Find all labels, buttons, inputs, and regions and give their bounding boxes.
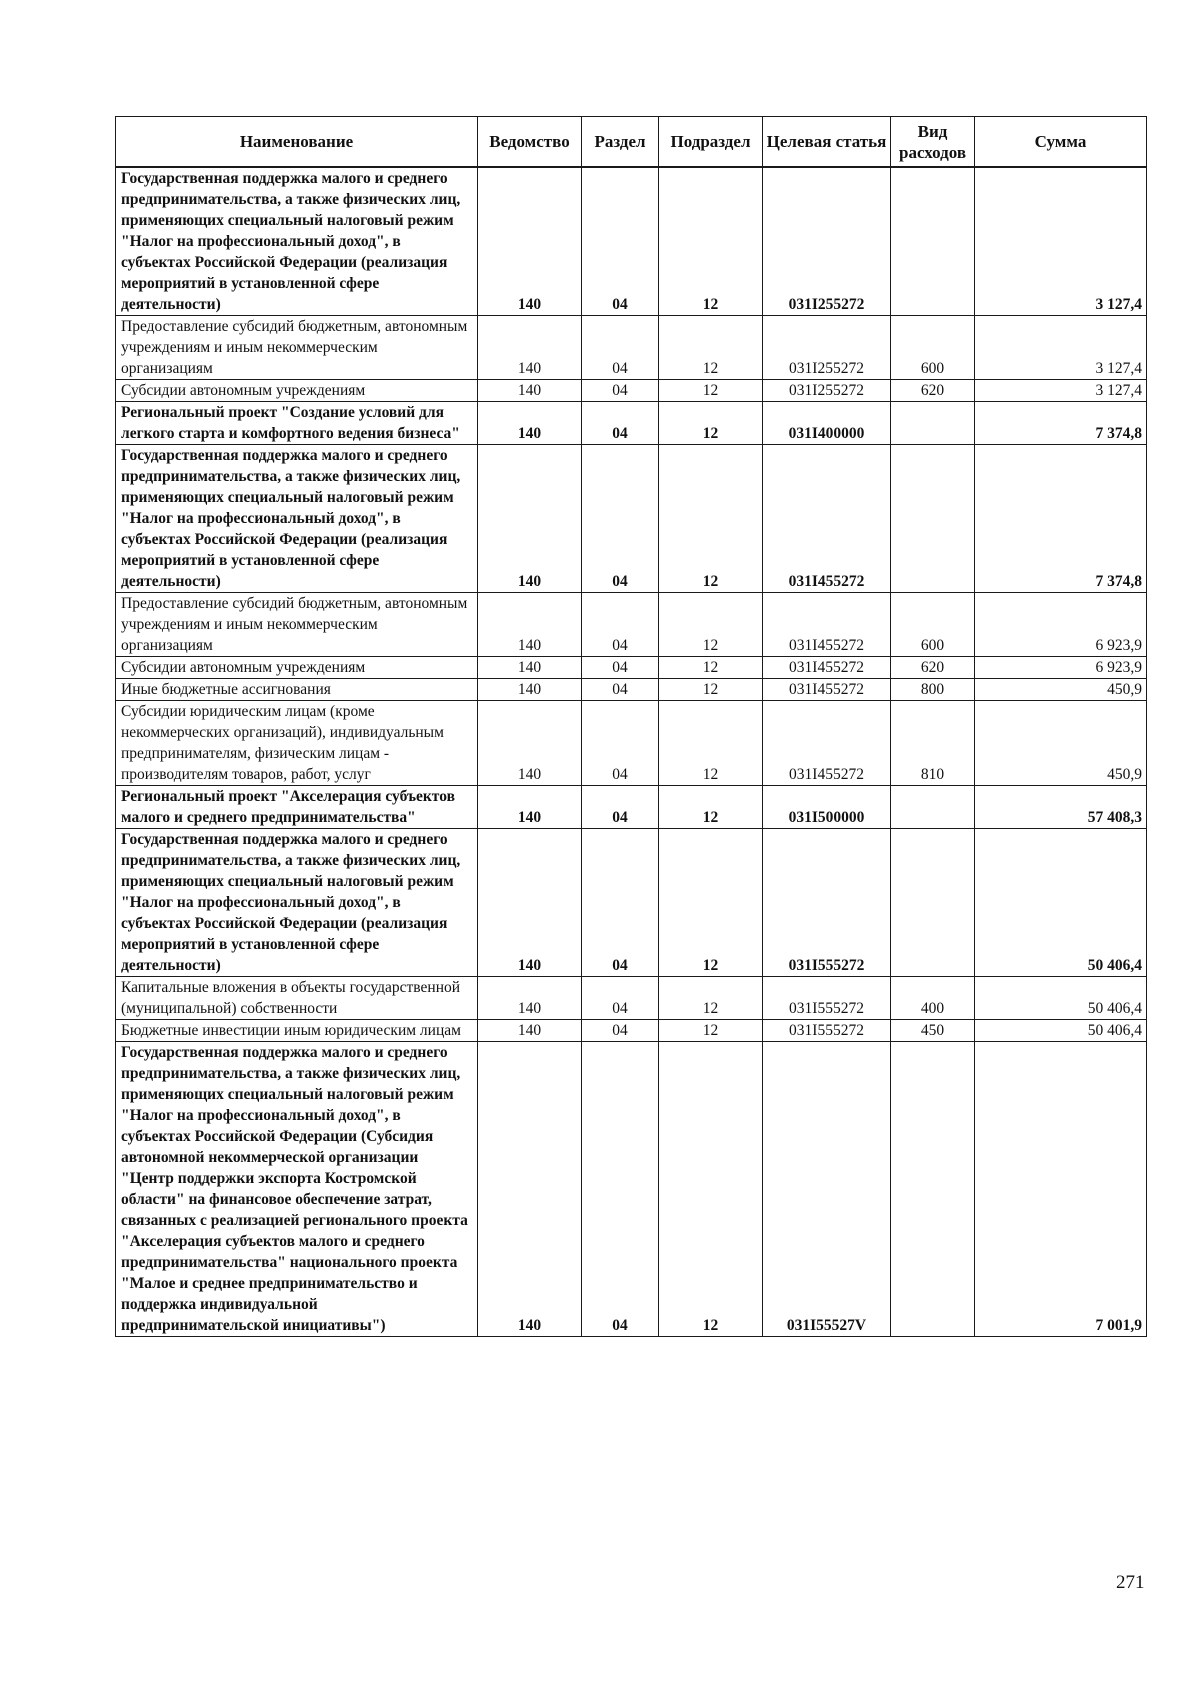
cell-section: 04 (582, 593, 659, 657)
cell-section: 04 (582, 657, 659, 679)
cell-department: 140 (478, 1020, 582, 1042)
cell-section: 04 (582, 445, 659, 593)
cell-expense-type: 400 (891, 977, 975, 1020)
table-row (116, 445, 1147, 593)
cell-amount: 3 127,4 (975, 380, 1147, 402)
cell-target-article: 031I555272 (763, 1020, 891, 1042)
cell-name: Капитальные вложения в объекты государственной (муниципальной) собственности (116, 977, 478, 1020)
cell-name: Государственная поддержка малого и среднего предпринимательства, а также физических лиц, применяющих специальный налоговый режим "Налог на профессиональный доход", в субъектах Российской Федерации (Субсидия автономной некоммерческой организации "Центр поддержки экспорта Костромской области" на финансовое обеспечение затрат, связанных с реализацией регионального проекта "Акселерация субъектов малого и среднего предпринимательства" национального проекта "Малое и среднее предпринимательство и поддержка индивидуальной предпринимательской инициативы") (116, 1042, 478, 1337)
header-amount: Сумма (975, 117, 1147, 168)
header-name: Наименование (116, 117, 478, 168)
cell-name: Субсидии юридическим лицам (кроме некоммерческих организаций), индивидуальным предпринимателям, физическим лицам - производителям товаров, работ, услуг (116, 701, 478, 786)
cell-section: 04 (582, 679, 659, 701)
cell-section: 04 (582, 977, 659, 1020)
cell-department: 140 (478, 829, 582, 977)
cell-amount: 3 127,4 (975, 167, 1147, 316)
cell-amount: 7 374,8 (975, 402, 1147, 445)
cell-subsection: 12 (659, 977, 763, 1020)
cell-amount: 450,9 (975, 701, 1147, 786)
cell-department: 140 (478, 593, 582, 657)
cell-section: 04 (582, 402, 659, 445)
cell-section: 04 (582, 1020, 659, 1042)
cell-expense-type (891, 167, 975, 316)
cell-target-article: 031I400000 (763, 402, 891, 445)
cell-expense-type (891, 1042, 975, 1337)
table-row (116, 1020, 1147, 1042)
cell-section: 04 (582, 829, 659, 977)
header-target-article: Целевая статья (763, 117, 891, 168)
cell-expense-type: 800 (891, 679, 975, 701)
cell-name: Субсидии автономным учреждениям (116, 380, 478, 402)
table-row (116, 829, 1147, 977)
cell-department: 140 (478, 380, 582, 402)
cell-section: 04 (582, 1042, 659, 1337)
table-row (116, 316, 1147, 380)
cell-target-article: 031I455272 (763, 445, 891, 593)
header-expense-type: Вид расходов (891, 117, 975, 168)
cell-target-article: 031I255272 (763, 167, 891, 316)
cell-department: 140 (478, 657, 582, 679)
cell-section: 04 (582, 316, 659, 380)
cell-expense-type (891, 829, 975, 977)
cell-section: 04 (582, 167, 659, 316)
table-row (116, 786, 1147, 829)
cell-name: Бюджетные инвестиции иным юридическим лицам (116, 1020, 478, 1042)
cell-target-article: 031I555272 (763, 977, 891, 1020)
cell-expense-type (891, 445, 975, 593)
cell-subsection: 12 (659, 829, 763, 977)
cell-target-article: 031I455272 (763, 679, 891, 701)
cell-subsection: 12 (659, 402, 763, 445)
cell-name: Предоставление субсидий бюджетным, автономным учреждениям и иным некоммерческим организациям (116, 316, 478, 380)
cell-amount: 50 406,4 (975, 1020, 1147, 1042)
cell-name: Субсидии автономным учреждениям (116, 657, 478, 679)
cell-name: Государственная поддержка малого и среднего предпринимательства, а также физических лиц, применяющих специальный налоговый режим "Налог на профессиональный доход", в субъектах Российской Федерации (реализация мероприятий в установленной сфере деятельности) (116, 167, 478, 316)
cell-subsection: 12 (659, 1020, 763, 1042)
cell-subsection: 12 (659, 679, 763, 701)
page-number: 271 (1116, 1572, 1145, 1593)
cell-amount: 50 406,4 (975, 829, 1147, 977)
table-row (116, 380, 1147, 402)
cell-expense-type: 600 (891, 316, 975, 380)
cell-target-article: 031I555272 (763, 829, 891, 977)
cell-expense-type (891, 402, 975, 445)
cell-subsection: 12 (659, 1042, 763, 1337)
cell-target-article: 031I255272 (763, 316, 891, 380)
table-row (116, 593, 1147, 657)
cell-expense-type: 450 (891, 1020, 975, 1042)
cell-amount: 6 923,9 (975, 657, 1147, 679)
cell-subsection: 12 (659, 786, 763, 829)
cell-subsection: 12 (659, 701, 763, 786)
cell-amount: 7 374,8 (975, 445, 1147, 593)
cell-expense-type: 600 (891, 593, 975, 657)
cell-amount: 450,9 (975, 679, 1147, 701)
cell-subsection: 12 (659, 593, 763, 657)
cell-expense-type (891, 786, 975, 829)
table-row (116, 657, 1147, 679)
cell-amount: 3 127,4 (975, 316, 1147, 380)
cell-name: Предоставление субсидий бюджетным, автономным учреждениям и иным некоммерческим организациям (116, 593, 478, 657)
table-body (116, 167, 1147, 1337)
table-row (116, 977, 1147, 1020)
cell-department: 140 (478, 786, 582, 829)
table-row (116, 1042, 1147, 1337)
cell-target-article: 031I455272 (763, 701, 891, 786)
cell-amount: 6 923,9 (975, 593, 1147, 657)
cell-name: Региональный проект "Акселерация субъектов малого и среднего предпринимательства" (116, 786, 478, 829)
cell-target-article: 031I55527V (763, 1042, 891, 1337)
budget-table (115, 116, 1147, 1337)
cell-section: 04 (582, 786, 659, 829)
cell-target-article: 031I455272 (763, 593, 891, 657)
table-row (116, 167, 1147, 316)
cell-name: Государственная поддержка малого и среднего предпринимательства, а также физических лиц, применяющих специальный налоговый режим "Налог на профессиональный доход", в субъектах Российской Федерации (реализация мероприятий в установленной сфере деятельности) (116, 445, 478, 593)
cell-target-article: 031I500000 (763, 786, 891, 829)
cell-department: 140 (478, 167, 582, 316)
cell-subsection: 12 (659, 316, 763, 380)
cell-name: Государственная поддержка малого и среднего предпринимательства, а также физических лиц, применяющих специальный налоговый режим "Налог на профессиональный доход", в субъектах Российской Федерации (реализация мероприятий в установленной сфере деятельности) (116, 829, 478, 977)
cell-department: 140 (478, 316, 582, 380)
cell-department: 140 (478, 445, 582, 593)
table-header-row (116, 117, 1147, 168)
cell-department: 140 (478, 679, 582, 701)
cell-amount: 7 001,9 (975, 1042, 1147, 1337)
cell-subsection: 12 (659, 657, 763, 679)
cell-section: 04 (582, 380, 659, 402)
cell-target-article: 031I255272 (763, 380, 891, 402)
cell-target-article: 031I455272 (763, 657, 891, 679)
header-section: Раздел (582, 117, 659, 168)
cell-subsection: 12 (659, 380, 763, 402)
cell-subsection: 12 (659, 167, 763, 316)
table-row (116, 402, 1147, 445)
cell-expense-type: 810 (891, 701, 975, 786)
cell-section: 04 (582, 701, 659, 786)
header-subsection: Подраздел (659, 117, 763, 168)
cell-subsection: 12 (659, 445, 763, 593)
cell-department: 140 (478, 402, 582, 445)
cell-department: 140 (478, 1042, 582, 1337)
cell-department: 140 (478, 701, 582, 786)
table-row (116, 701, 1147, 786)
cell-name: Иные бюджетные ассигнования (116, 679, 478, 701)
cell-name: Региональный проект "Создание условий для легкого старта и комфортного ведения бизнеса" (116, 402, 478, 445)
table-row (116, 679, 1147, 701)
header-department: Ведомство (478, 117, 582, 168)
cell-amount: 50 406,4 (975, 977, 1147, 1020)
cell-expense-type: 620 (891, 380, 975, 402)
cell-department: 140 (478, 977, 582, 1020)
cell-amount: 57 408,3 (975, 786, 1147, 829)
cell-expense-type: 620 (891, 657, 975, 679)
